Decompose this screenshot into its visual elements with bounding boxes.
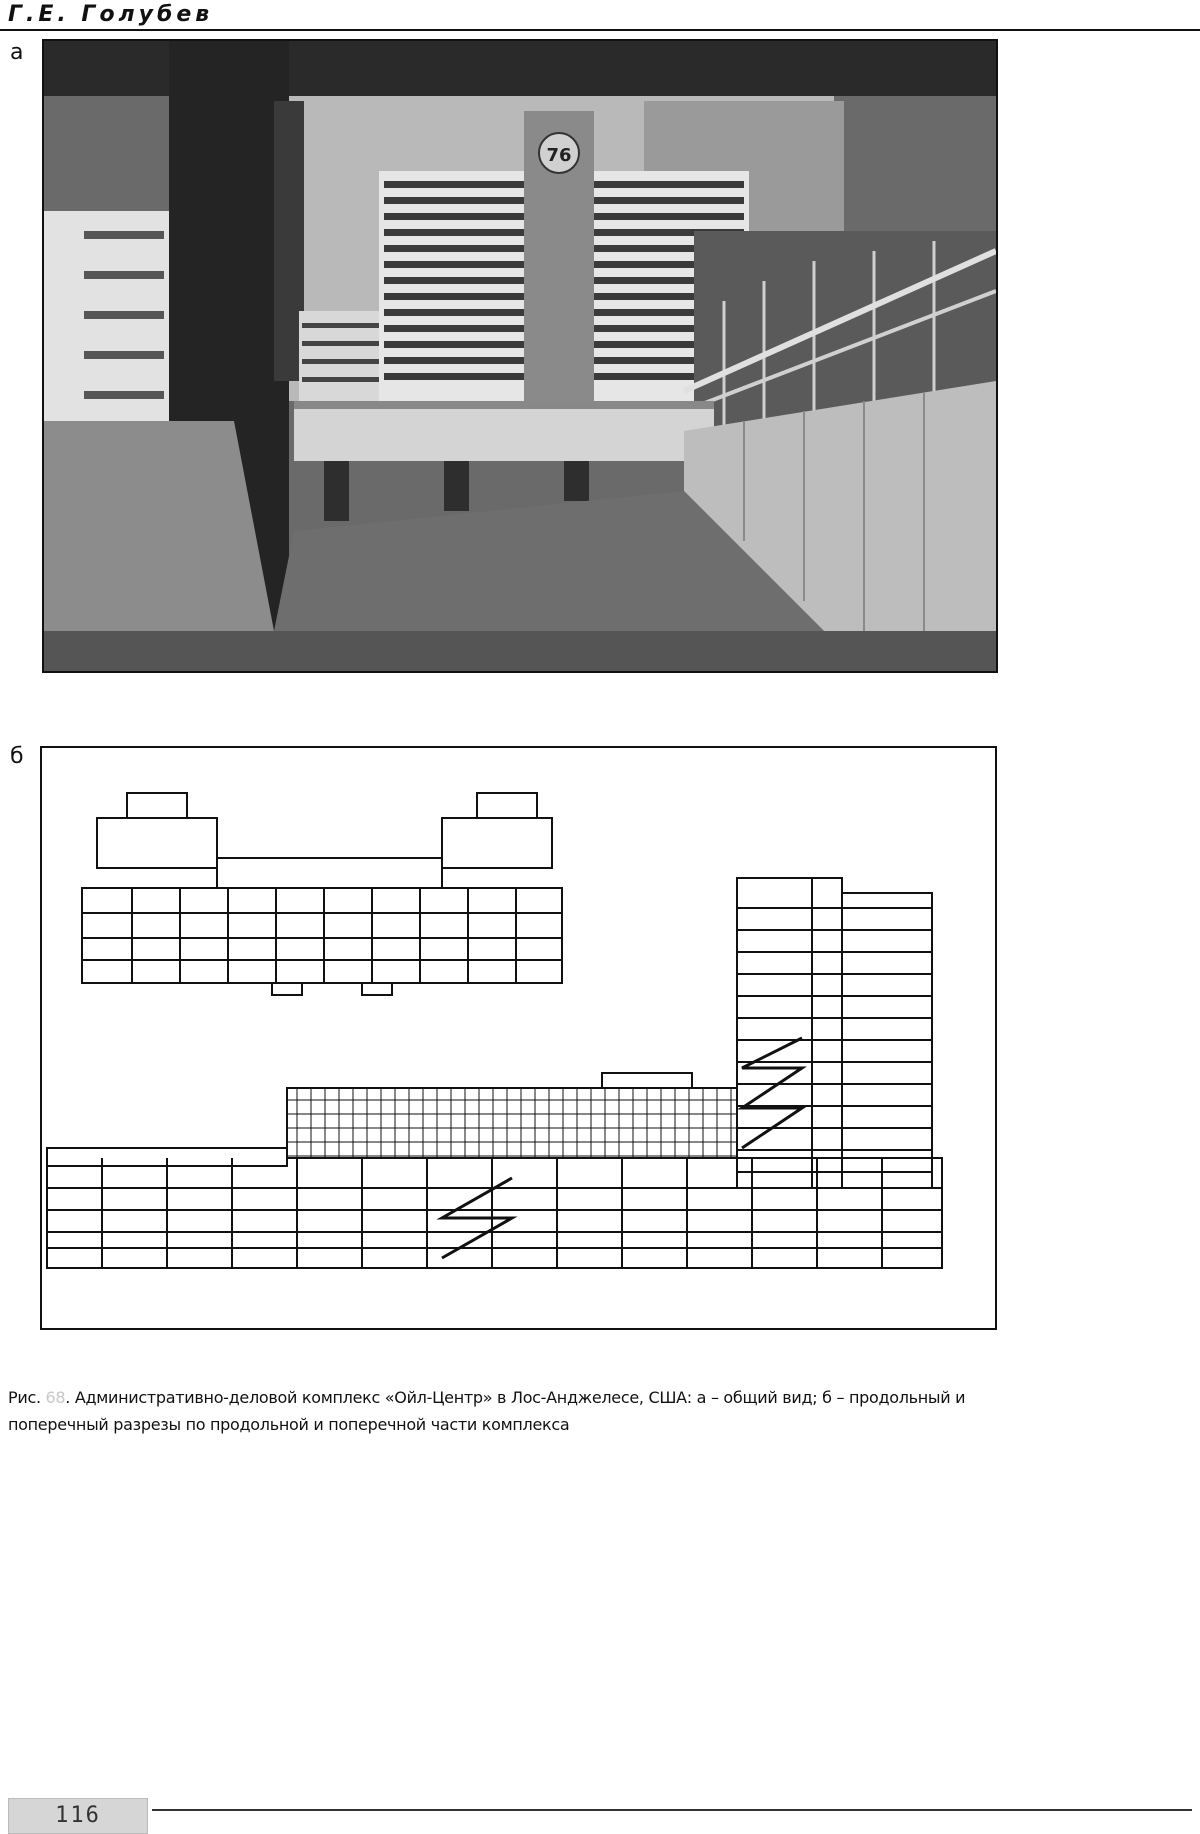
caption-prefix: Рис. [8, 1388, 46, 1407]
logo-text: 76 [546, 145, 572, 166]
photo-general-view [42, 39, 998, 673]
tower-section [737, 878, 932, 1188]
panel-a-label: а [10, 40, 24, 65]
section-drawings [40, 746, 997, 1330]
header-rule [0, 29, 1200, 31]
author-header: Г.Е. Голубев [8, 2, 214, 27]
cross-section [82, 793, 562, 995]
panel-b-label: б [10, 744, 24, 769]
caption-figure-number: 68 [45, 1388, 66, 1407]
page-number: 116 [8, 1798, 148, 1834]
caption-text: . Административно-деловой комплекс «Ойл-Центр» в Лос-Анджелесе, США: а – общий вид; б – продольный и поперечный разрезы по продольной и поперечной части комплекса [8, 1388, 966, 1434]
figure-caption [8, 1384, 998, 1438]
longitudinal-section [47, 1038, 942, 1268]
